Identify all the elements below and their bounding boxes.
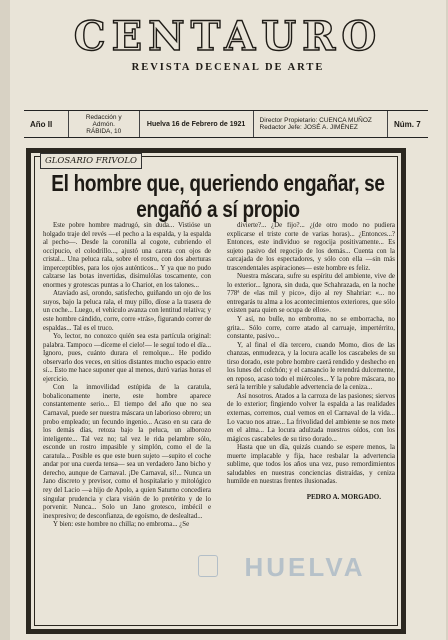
author-signature: PEDRO A. MORGADO. — [306, 492, 381, 501]
director-name: Director Propietario: CUENCA MUÑOZ — [259, 117, 372, 124]
masthead — [10, 14, 446, 73]
section-label: GLOSARIO FRIVOLO — [40, 153, 142, 169]
masthead-title: CENTAURO — [73, 13, 383, 60]
staff-cell — [254, 111, 388, 137]
issue-year-cell — [24, 111, 69, 137]
paragraph: Este pobre hombre madrugó, sin duda... Vistióse un holgado traje del revés —el pecho a la espalda, y la espalda al pecho—. Desde la coronilla al cogote, cubriendo el occipucio, el colodrillo..., ajustó una careta con ojos de cristal... Una peluca rala, sobre el rostro, con dos aberturas imperceptibles, para los ojos auténticos... Y ya que no pudo calzarse las botas invertidas, disimulólas toscamente, con enormes y grotescas puntas a lo Chariot, en los talones... — [43, 222, 211, 289]
admin-address: RÁBIDA, 10 — [86, 127, 122, 135]
library-watermark: HUELVA — [244, 552, 366, 582]
number-cell — [388, 111, 428, 137]
date-cell — [140, 111, 254, 137]
masthead-subtitle: REVISTA DECENAL DE ARTE — [131, 62, 325, 73]
paragraph: Nuestra máscara, sufre su espíritu del ambiente, vive de lo exterior... Ignora, sin duda, que Schahrazada, en la noche 778ª de «las mil y pico», dijo al rey Shahriar: «... no entregarás tu alma a los acontecimientos exteriores, que sólo existen para quien se ocupa de ellos». — [227, 273, 395, 315]
issue-number: Núm. 7 — [393, 119, 421, 129]
paragraph: Hasta que un día, quizás cuando se espere menos, la muerte implacable y fija, hace resbalar la advertencia sublime, que todos los años una vez, puso remordimientos saludables en nuestras conciencias distraídas, y ceniza humilde en nuestras frentes ilusionadas. — [227, 444, 395, 486]
paragraph: Y bien: este hombre no chilla; no embroma... ¿Se — [53, 521, 190, 529]
article-headline: El hombre que, queriendo engañar, se engañó a sí propio — [51, 171, 385, 224]
info-bar — [24, 110, 428, 138]
article-left-column — [43, 222, 211, 624]
paragraph: Con la inmovilidad estúpida de la caratula, bobaliconamente inerte, este hombre aparece constantemente serio... El tiempo del año que no sea Carnaval, puede ser nuestra máscara un laborioso obrero; un probo empleado; un fecundo ingenio... Acaso en su cara de los demás días, retoza bajo la peluca, un alborozo inteligente... Tal vez no; tal vez le rida pelambre sólo, esconde un rostro impasible y simplón, como el de la caratula... Posible es que este buen sujeto —supito el coche andar por una cuerda tensa— sea un verdadero Jano bicho y derecho, aunque de Carnaval. ¡De Carnaval, sí!... Nunca un Jano discreto y previsor, como el hospitalario y mitológico rey del Lacio —a hijo de Apolo, a quien Saturno concediera singular prudencia y clara visión de lo pretérito y de lo porvenir. Nunca... Solo un Jano grotesco, imbécil e inexpresivo; de desconfianza, de egoísmo, de deslealtad... — [43, 384, 211, 520]
editor-name: Redactor Jefe: JOSÉ A. JIMÉNEZ — [259, 124, 358, 131]
paragraph: Yo, lector, no conozco quién sea esta partícula original: palabra. Tampoco —díceme el cielo!— le seguí todo el día... Ignoro, pues, cuánto durara el remolque... He podido observarlo dos veces, en sitios distantes mucho espacio entre sí... Esto me hace suponer que al menos, duró varias horas el ejercicio. — [43, 333, 211, 383]
paragraph: Así nosotros. Atados a la carroza de las pasiones; siervos de lo exterior; fingiendo volver la espalda a las realidades externas, corremos, cual vemos en el Carnaval de la vida... Lo vacuo nos atrae... La frivolidad del ambiente se nos mete en el alma... La locura adulzada nuestros oídos, con los mágicos cascabeles de su tirso dorado... — [227, 392, 395, 443]
paragraph: Atavíado así, orondo, satisfecho, guiñando un ojo de los suyos, bajo la peluca rala, el muy pillo, díose a la trasera de un coche... Luego, el vehículo avanza con lentitud relativa; y este hombre cándido, corre, corre «trás», figurando correr de espaldas... Tal es el truco. — [43, 290, 211, 332]
paragraph: Y así, no bulle, no embroma, no se emborracha, no grita... Sólo corre, corre atado al carruaje, impertérrito, constante, pasivo... — [227, 316, 395, 341]
admin-cell — [69, 111, 140, 137]
paragraph: divierte?... ¿De fijo?... ¿(de otro modo no pudiera explicarse el triste corte de varias horas)... ¿Entonces...? Entonces, este individuo se regocija positivamente... Es sujeto pasivo del regocijo de los demás... Cuenta con la carcajada de los espectadores, y sólo con ella —sin más trascendentales aspiraciones— este hombre es feliz. — [227, 222, 395, 272]
issue-date: Huelva 16 de Febrero de 1921 — [146, 120, 246, 128]
issue-year: Año II — [30, 119, 53, 129]
admin-label: Redacción y Admón. — [85, 113, 122, 128]
paragraph: Y, al final el día tercero, cuando Momo, dios de las chanzas, enmudezca, y la locura acalle los cascabeles de su tirso dorado, este pobre hombre caerá rendido y deshecho en los lunes del colchón; y el cansancio le retendrá dulcemente, en reposo, acaso todo el miércoles... Y la pobre máscara, no será la terrible y saludable advertencia de la ceniza... — [227, 341, 395, 392]
